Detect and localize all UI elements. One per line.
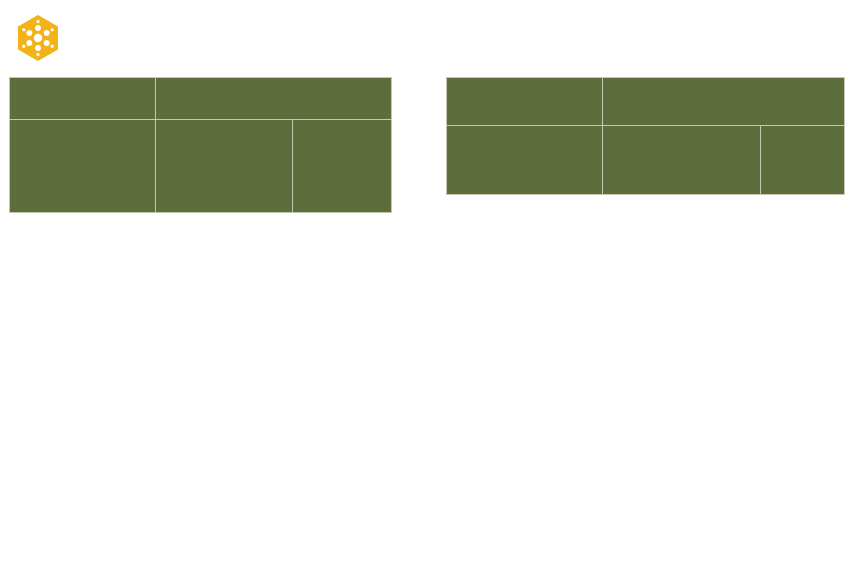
hexagon-flower-logo — [14, 14, 62, 62]
distance-header — [447, 126, 603, 195]
weight-header — [156, 120, 293, 213]
item-type-header — [761, 126, 845, 195]
distance-header — [10, 120, 156, 213]
unit-header — [10, 78, 156, 120]
service-name-header — [156, 78, 392, 120]
intra-city-express-table — [9, 77, 392, 213]
unit-header — [447, 78, 603, 126]
suburban-express-table — [446, 77, 845, 195]
weight-header — [603, 126, 761, 195]
service-name-header — [603, 78, 845, 126]
item-type-header — [293, 120, 392, 213]
